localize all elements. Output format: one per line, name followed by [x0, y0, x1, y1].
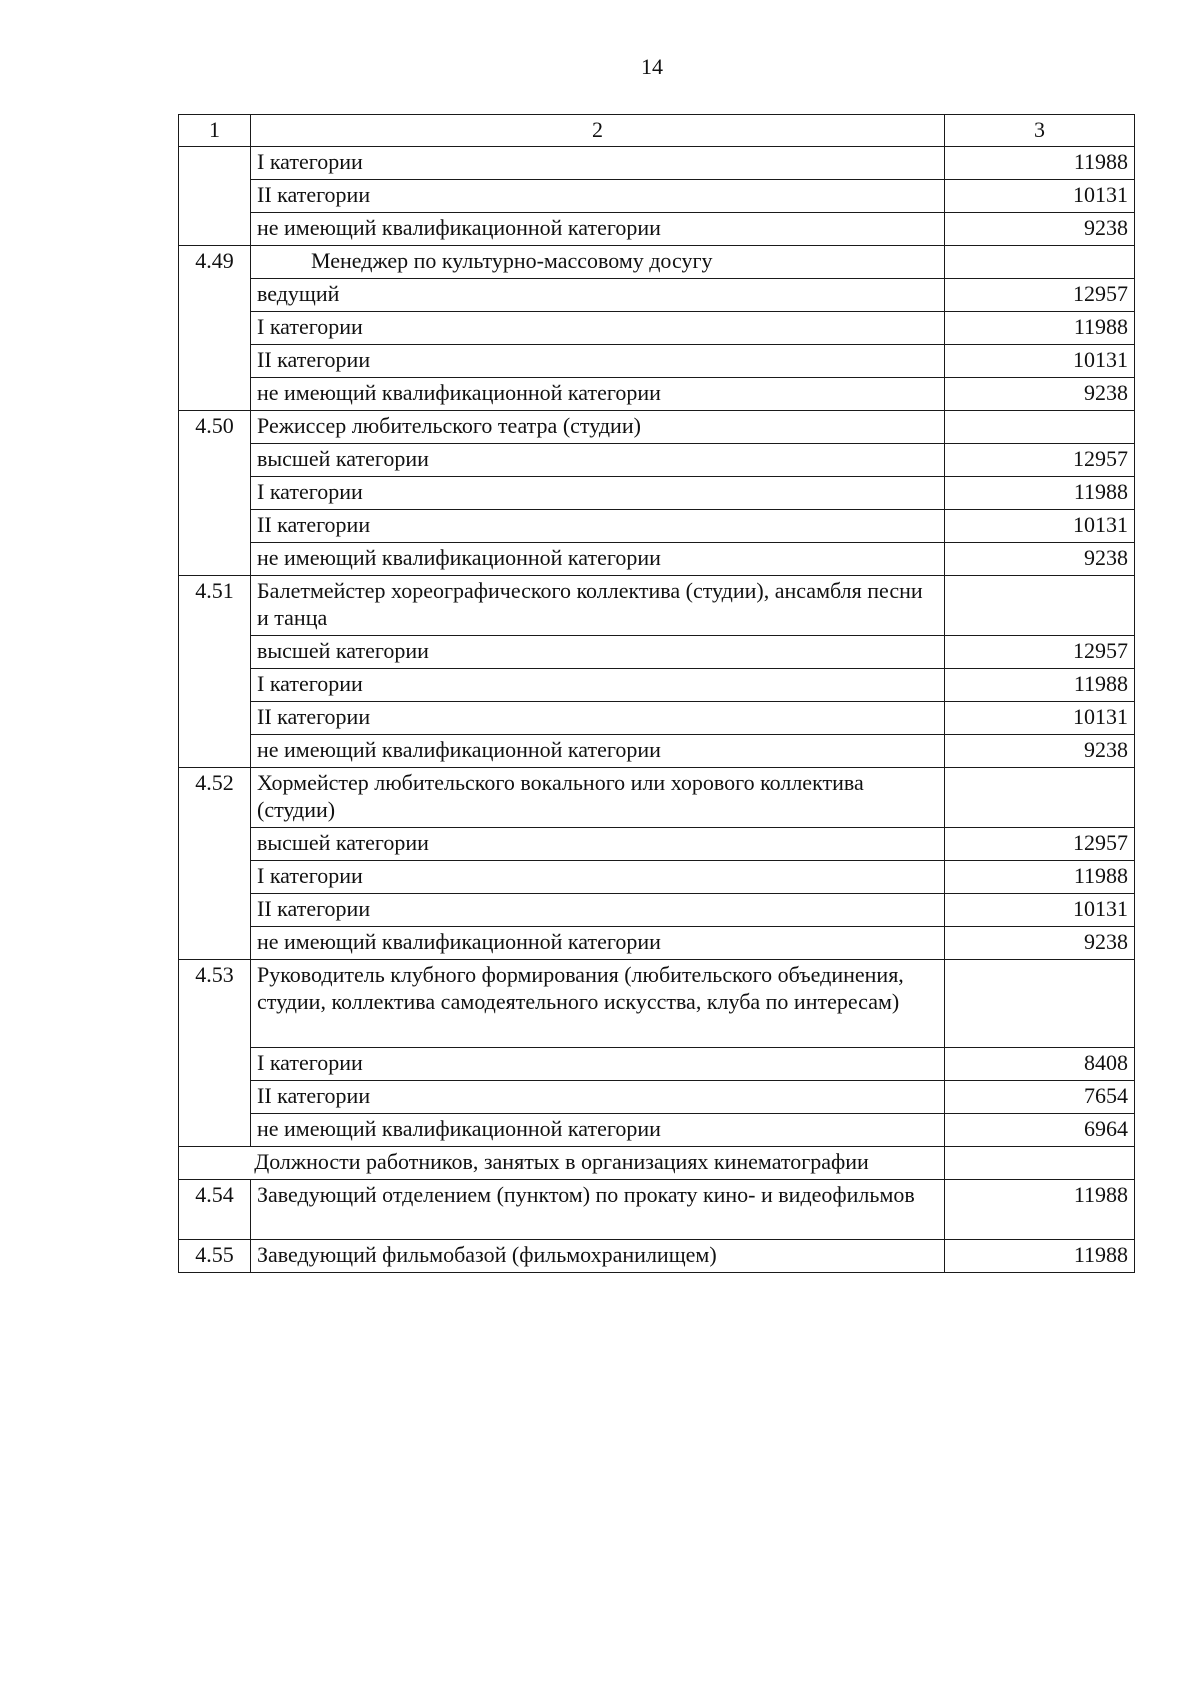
table-row — [179, 828, 1135, 861]
column-header-1: 1 — [179, 115, 251, 147]
value-cell: 11988 — [945, 669, 1135, 702]
value-cell: 12957 — [945, 636, 1135, 669]
value-cell: 10131 — [945, 702, 1135, 735]
value-cell: 9238 — [945, 735, 1135, 768]
value-cell — [945, 768, 1135, 828]
salary-table — [178, 114, 1135, 1273]
item-number-cell: 4.54 — [179, 1180, 251, 1240]
value-cell: 12957 — [945, 279, 1135, 312]
position-title-cell: Менеджер по культурно-массовому досугу — [251, 246, 945, 279]
table-row — [179, 1114, 1135, 1147]
category-cell: II категории — [251, 702, 945, 735]
category-cell: не имеющий квалификационной категории — [251, 927, 945, 960]
table-row — [179, 411, 1135, 444]
item-number-cell — [179, 147, 251, 246]
value-cell: 10131 — [945, 180, 1135, 213]
table-row — [179, 147, 1135, 180]
table-row — [179, 894, 1135, 927]
table-row — [179, 444, 1135, 477]
category-cell: I категории — [251, 1048, 945, 1081]
position-title-cell: Режиссер любительского театра (студии) — [251, 411, 945, 444]
value-cell: 9238 — [945, 213, 1135, 246]
value-cell: 11988 — [945, 1180, 1135, 1240]
value-cell: 10131 — [945, 894, 1135, 927]
value-cell: 10131 — [945, 345, 1135, 378]
position-title-cell: Хормейстер любительского вокального или хорового коллектива (студии) — [251, 768, 945, 828]
value-cell: 12957 — [945, 828, 1135, 861]
table-row — [179, 636, 1135, 669]
table-row — [179, 768, 1135, 828]
table-row — [179, 345, 1135, 378]
category-cell: не имеющий квалификационной категории — [251, 735, 945, 768]
page-number: 14 — [641, 54, 663, 79]
table-row — [179, 477, 1135, 510]
item-number-cell: 4.52 — [179, 768, 251, 960]
value-cell: 8408 — [945, 1048, 1135, 1081]
table-row — [179, 180, 1135, 213]
category-cell: высшей категории — [251, 828, 945, 861]
value-cell: 9238 — [945, 378, 1135, 411]
table-row — [179, 213, 1135, 246]
position-title-cell: Балетмейстер хореографического коллектива (студии), ансамбля песни и танца — [251, 576, 945, 636]
value-cell: 10131 — [945, 510, 1135, 543]
table-row — [179, 735, 1135, 768]
column-header-3: 3 — [945, 115, 1135, 147]
category-cell: II категории — [251, 345, 945, 378]
table-row — [179, 927, 1135, 960]
value-cell: 11988 — [945, 1240, 1135, 1273]
item-number-cell: 4.49 — [179, 246, 251, 411]
item-number-cell: 4.55 — [179, 1240, 251, 1273]
category-cell: I категории — [251, 669, 945, 702]
table-body — [179, 115, 1135, 1273]
value-cell — [945, 411, 1135, 444]
value-cell: 11988 — [945, 477, 1135, 510]
table-row — [179, 543, 1135, 576]
category-cell: II категории — [251, 1081, 945, 1114]
table-row — [179, 378, 1135, 411]
table-header-row — [179, 115, 1135, 147]
section-row — [179, 1147, 1135, 1180]
table-row — [179, 669, 1135, 702]
value-cell — [945, 1147, 1135, 1180]
category-cell: I категории — [251, 147, 945, 180]
table-row — [179, 246, 1135, 279]
position-title-cell: Заведующий фильмобазой (фильмохранилищем) — [251, 1240, 945, 1273]
value-cell: 12957 — [945, 444, 1135, 477]
value-cell — [945, 246, 1135, 279]
category-cell: I категории — [251, 861, 945, 894]
section-title: Должности работников, занятых в организациях кинематографии — [179, 1147, 945, 1180]
category-cell: ведущий — [251, 279, 945, 312]
table-row — [179, 279, 1135, 312]
table-row — [179, 702, 1135, 735]
value-cell: 11988 — [945, 312, 1135, 345]
column-header-2: 2 — [251, 115, 945, 147]
table-row — [179, 1240, 1135, 1273]
value-cell — [945, 960, 1135, 1048]
value-cell: 11988 — [945, 861, 1135, 894]
table-row — [179, 1081, 1135, 1114]
value-cell: 9238 — [945, 927, 1135, 960]
value-cell: 6964 — [945, 1114, 1135, 1147]
category-cell: высшей категории — [251, 636, 945, 669]
category-cell: не имеющий квалификационной категории — [251, 213, 945, 246]
table-row — [179, 1180, 1135, 1240]
table-row — [179, 960, 1135, 1048]
position-title-cell: Заведующий отделением (пунктом) по прокату кино- и видеофильмов — [251, 1180, 945, 1240]
category-cell: не имеющий квалификационной категории — [251, 378, 945, 411]
category-cell: II категории — [251, 894, 945, 927]
category-cell: II категории — [251, 180, 945, 213]
item-number-cell: 4.50 — [179, 411, 251, 576]
table-row — [179, 1048, 1135, 1081]
item-number-cell: 4.53 — [179, 960, 251, 1147]
table-row — [179, 510, 1135, 543]
category-cell: не имеющий квалификационной категории — [251, 1114, 945, 1147]
table-row — [179, 312, 1135, 345]
value-cell — [945, 576, 1135, 636]
value-cell: 9238 — [945, 543, 1135, 576]
position-title-cell: Руководитель клубного формирования (любительского объединения, студии, коллектива самодеятельного искусства, клуба по интересам) — [251, 960, 945, 1048]
table-row — [179, 861, 1135, 894]
category-cell: высшей категории — [251, 444, 945, 477]
value-cell: 11988 — [945, 147, 1135, 180]
value-cell: 7654 — [945, 1081, 1135, 1114]
table-row — [179, 576, 1135, 636]
item-number-cell: 4.51 — [179, 576, 251, 768]
category-cell: I категории — [251, 477, 945, 510]
category-cell: II категории — [251, 510, 945, 543]
category-cell: не имеющий квалификационной категории — [251, 543, 945, 576]
category-cell: I категории — [251, 312, 945, 345]
